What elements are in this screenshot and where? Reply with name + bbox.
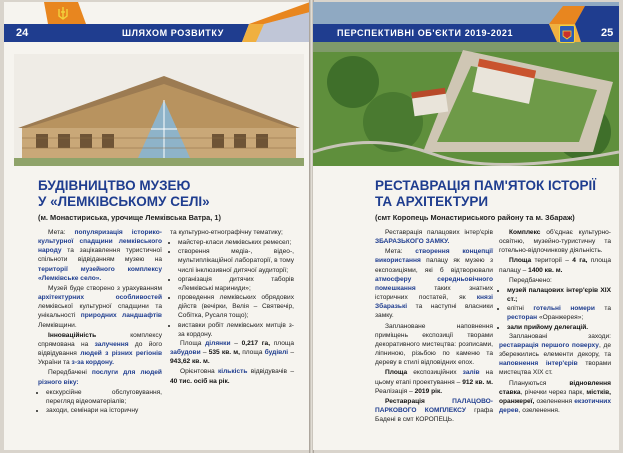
right-koropets-paragraph: Реставрація ПАЛАЦОВО-ПАРКОВОГО КОМПЛЕКСУ графа Бадені в смт КОРОПЕЦЬ. (375, 397, 493, 424)
left-title-line2: У «ЛЕМКІВСЬКОМУ СЕЛІ» (38, 194, 210, 209)
left-architecture-paragraph: Музей буде створено з урахуванням архітектурних особливостей лемківської культурної спадщини та унікальності природних ландшафтів Лемківщини. (38, 284, 162, 329)
list-item: • екскурсійне обслуговування, перегляд відеоматеріалів; (46, 388, 162, 406)
left-area-paragraph: Площа ділянки – 0,217 га, площа забудови – 535 кв. м, площа будівлі – 943,62 кв. м. (170, 339, 294, 366)
left-title (38, 178, 210, 210)
left-page (4, 2, 310, 450)
right-title (375, 178, 596, 210)
left-services-list (38, 388, 162, 415)
left-page-number: 24 (16, 27, 29, 39)
right-header (313, 2, 619, 46)
right-page (313, 2, 619, 450)
right-column-2 (499, 228, 611, 416)
right-planned-list (499, 286, 611, 332)
right-planned-label: Передбачено: (509, 276, 552, 284)
region-coat-of-arms-icon (559, 25, 575, 43)
right-complex-paragraph: Комплекс об'єднає культурно-освітню, музейно-туристичну та готельно-відпочинкову діяльність. (499, 229, 611, 255)
list-item: • заходи, семінари на історичну (46, 406, 162, 415)
left-header (4, 2, 310, 46)
right-plans-paragraph: Плануються відновлення ставка, річечки через парк, містків, оранжереї, озеленення екзотичних дерев, озеленення. (499, 379, 611, 414)
left-column-1 (38, 228, 162, 415)
right-goal-paragraph: Мета: створення концепції використання палацу як музею з експозиціями, які б відтворювали атмосферу середньовічного помешкання таких знатних історичних постатей, як князі Збаразькі та наступні власники замку. (375, 248, 493, 320)
left-visitors-paragraph: Орієнтовна кількість відвідувачів – 40 тис. осіб на рік. (170, 368, 294, 385)
left-column-2 (170, 228, 294, 387)
museum-rendering-image (14, 54, 304, 166)
list-item: • музей палацових інтер'єрів XIX ст.; (507, 286, 611, 304)
list-item: • організація дитячих таборів «Лемківські мариниди»; (178, 275, 294, 293)
right-measures-paragraph: Заплановані заходи: реставрація першого поверху, де збережились елементи декору, та наповнення інтер'єрів творами мистецтва XIX ст. (499, 332, 611, 377)
left-goal-paragraph: Мета: популяризація історико-культурної спадщини лемківського народу та зацікавлення туристичної спільноти відвіданням музею на території музейного комплексу «Лемківське село». (38, 229, 162, 282)
left-title-line1: БУДІВНИЦТВО МУЗЕЮ (38, 178, 191, 193)
list-item: • зали прийому делегацій. (507, 323, 611, 332)
right-area-paragraph: Площа експозиційних залів на цьому етапі проектування – 912 кв. м. Реалізація – 2019 рік. (375, 369, 494, 395)
left-activities-list (170, 238, 294, 339)
list-item: • елітні готельні номери та ресторан «Оранжерея»; (507, 304, 611, 322)
left-subtitle: (м. Монастириська, урочище Лемківська Ватра, 1) (38, 213, 221, 222)
left-services-paragraph: Передбачені послуги для людей різного віку: (38, 369, 162, 386)
right-territory-paragraph: Площа території – 4 га, площа палацу – 1400 кв. м. (499, 257, 611, 274)
right-subtitle: (смт Коропець Монастириського району та м. Збараж) (375, 213, 575, 222)
right-title-line1: РЕСТАВРАЦІЯ ПАМ'ЯТОК ІСТОРІЇ (375, 178, 597, 193)
right-section-title: ПЕРСПЕКТИВНІ ОБ'ЄКТИ 2019-2021 (337, 28, 514, 38)
right-column-1 (375, 228, 493, 425)
ukraine-trident-icon (51, 5, 75, 22)
list-item: • створення медіа-, відео-, мультиплікаційної лабораторії, в тому числі інклюзивної дитячої аудиторії; (178, 247, 294, 274)
list-item: • виставки робіт лемківських митців з-за кордону. (178, 321, 294, 339)
right-exposition-paragraph: Заплановане наповнення приміщень експозиції творами декоративного мистецтва: розписами, ліпниною, різьбою по каменю та дереву в стилі відповідних епох. (375, 322, 493, 367)
list-item: • майстер-класи лемківських ремесел; (178, 238, 294, 247)
left-innovation-paragraph: Інноваційність комплексу спрямована на залучення до його відвідування людей з різних регіонів України та з-за кордону. (38, 331, 163, 367)
left-continuation: та культурно-етнографічну тематику; (170, 229, 283, 236)
right-restoration-paragraph: Реставрація палацових інтер'єрів ЗБАРАЗЬКОГО ЗАМКУ. (375, 229, 493, 246)
list-item: • проведення лемківських обрядових дійств (вечірки, Велія – Святвечір, Собітка, Русаля тощо); (178, 293, 294, 320)
right-page-number: 25 (601, 27, 614, 39)
right-title-line2: ТА АРХІТЕКТУРИ (375, 194, 489, 209)
left-section-title: ШЛЯХОМ РОЗВИТКУ (122, 28, 224, 38)
